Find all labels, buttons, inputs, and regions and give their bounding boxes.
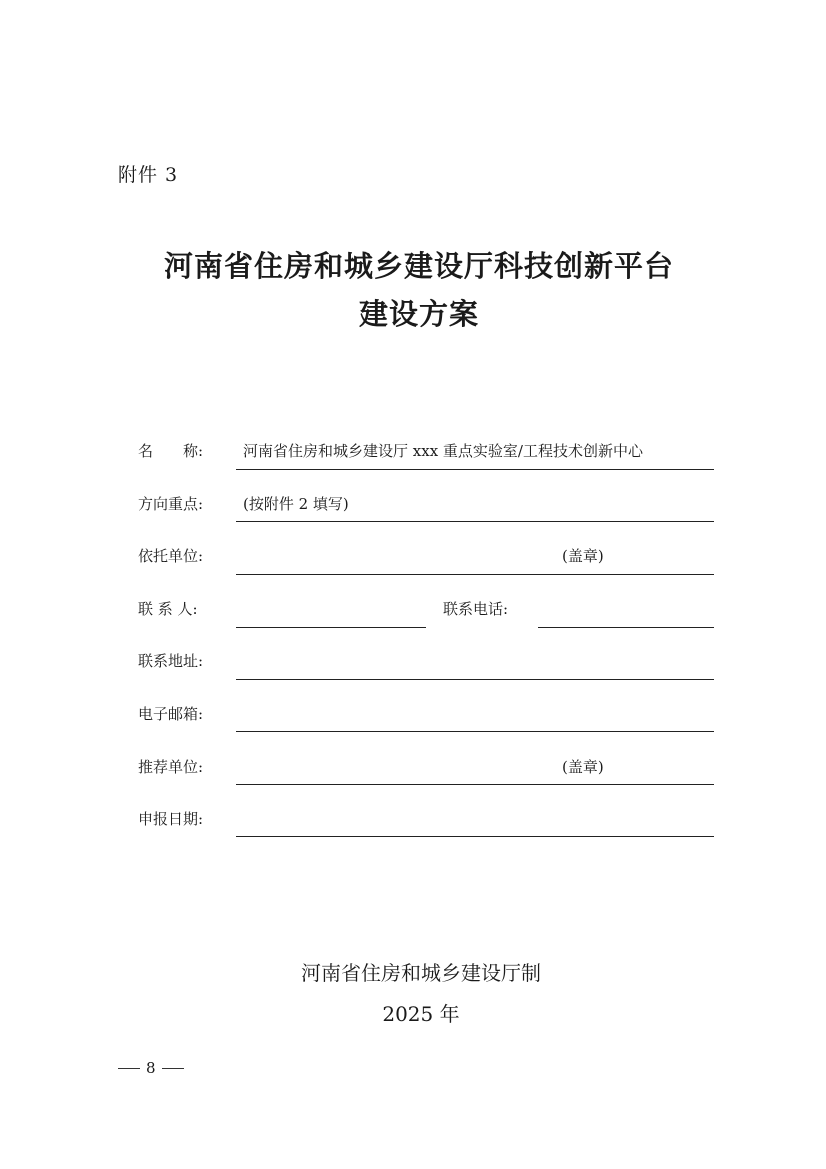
attachment-label: 附件 3: [118, 164, 179, 186]
host-unit-underline: [236, 574, 714, 575]
contact-person-label: 联 系 人:: [138, 600, 198, 618]
recommend-unit-label: 推荐单位:: [138, 758, 204, 776]
address-label: 联系地址:: [138, 652, 204, 670]
name-underline: [236, 469, 714, 470]
contact-phone-underline: [538, 627, 714, 628]
issuing-organization: 河南省住房和城乡建设厅制: [301, 961, 541, 985]
apply-date-underline: [236, 836, 714, 837]
contact-person-underline: [236, 627, 426, 628]
page-number: [118, 1059, 184, 1077]
issue-year: 2025 年: [382, 1002, 460, 1026]
apply-date-label: 申报日期:: [138, 810, 204, 828]
name-value: 河南省住房和城乡建设厅 xxx 重点实验室/工程技术创新中心: [243, 442, 643, 460]
page-number-dash-right: [162, 1068, 184, 1069]
document-title-line-2: 建设方案: [358, 297, 479, 331]
focus-label: 方向重点:: [138, 495, 204, 513]
focus-value: (按附件 2 填写): [243, 495, 349, 513]
host-unit-seal: (盖章): [562, 547, 604, 565]
focus-underline: [236, 521, 714, 522]
name-label: 名 称:: [138, 442, 204, 460]
page-number-value: 8: [146, 1059, 156, 1077]
contact-phone-label: 联系电话:: [443, 600, 509, 618]
recommend-unit-seal: (盖章): [562, 758, 604, 776]
page-number-dash-left: [118, 1068, 140, 1069]
document-title-line-1: 河南省住房和城乡建设厅科技创新平台: [163, 249, 674, 283]
email-underline: [236, 731, 714, 732]
recommend-unit-underline: [236, 784, 714, 785]
address-underline: [236, 679, 714, 680]
email-label: 电子邮箱:: [138, 705, 204, 723]
host-unit-label: 依托单位:: [138, 547, 204, 565]
